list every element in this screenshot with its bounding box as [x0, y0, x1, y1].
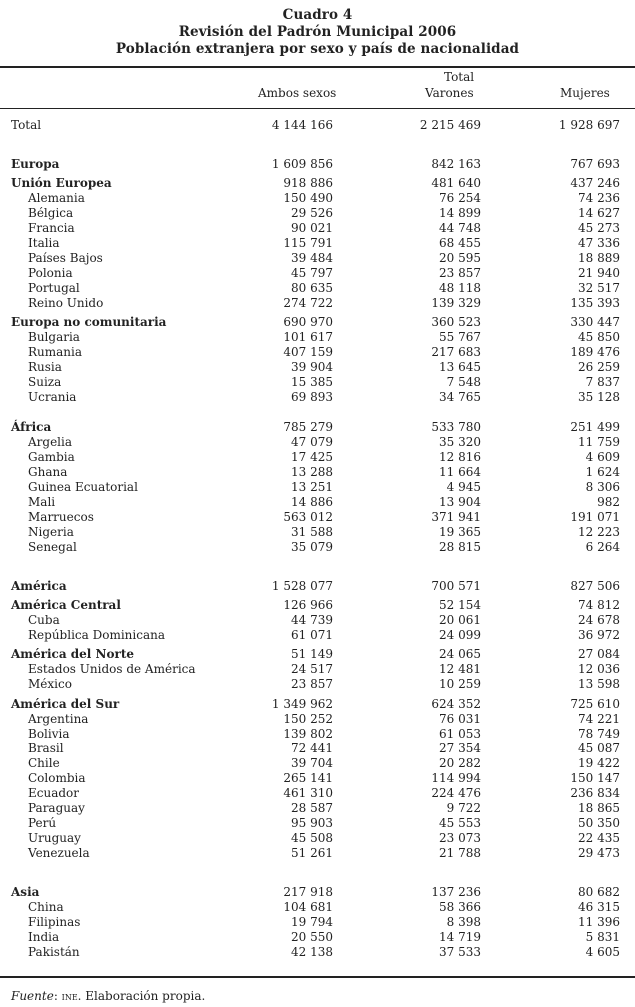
table-row [0, 465, 635, 480]
cell-varones: 14 899 [439, 206, 481, 220]
table-row [0, 281, 635, 296]
row-label: América del Sur [11, 697, 120, 711]
table-row [0, 712, 635, 727]
cell-ambos-sexos: 15 385 [291, 375, 333, 389]
cell-mujeres: 24 678 [578, 613, 620, 627]
cell-mujeres: 35 128 [578, 390, 620, 404]
cell-varones: 61 053 [439, 727, 481, 741]
cell-varones: 2 215 469 [419, 118, 481, 132]
row-label: China [28, 900, 64, 914]
row-label: Brasil [28, 741, 64, 755]
header-ambos-sexos: Ambos sexos [258, 86, 337, 100]
row-label: México [28, 677, 72, 691]
cell-mujeres: 12 223 [578, 525, 620, 539]
cell-mujeres: 50 350 [578, 816, 620, 830]
cell-varones: 55 767 [439, 330, 481, 344]
cell-ambos-sexos: 39 484 [291, 251, 333, 265]
cell-mujeres: 27 084 [578, 647, 620, 661]
cell-mujeres: 8 306 [585, 480, 620, 494]
cell-mujeres: 78 749 [578, 727, 620, 741]
cell-mujeres: 26 259 [578, 360, 620, 374]
cell-mujeres: 827 506 [570, 579, 620, 593]
header-group-total: Total [444, 70, 475, 84]
table-titles [0, 7, 635, 58]
cell-mujeres: 191 071 [570, 510, 620, 524]
cell-ambos-sexos: 23 857 [291, 677, 333, 691]
row-label: Suiza [28, 375, 62, 389]
cell-ambos-sexos: 31 588 [291, 525, 333, 539]
table-row [0, 315, 635, 330]
cell-mujeres: 982 [597, 495, 620, 509]
cell-varones: 19 365 [439, 525, 481, 539]
cell-varones: 137 236 [431, 885, 481, 899]
table-row [0, 330, 635, 345]
cell-ambos-sexos: 29 526 [291, 206, 333, 220]
cell-mujeres: 18 889 [578, 251, 620, 265]
table-row [0, 930, 635, 945]
table-row [0, 375, 635, 390]
cell-mujeres: 330 447 [570, 315, 620, 329]
cell-varones: 45 553 [439, 816, 481, 830]
cell-mujeres: 74 812 [578, 598, 620, 612]
cell-mujeres: 22 435 [578, 831, 620, 845]
cell-ambos-sexos: 39 704 [291, 756, 333, 770]
row-label: Polonia [28, 266, 73, 280]
table-row [0, 801, 635, 816]
header-mujeres: Mujeres [560, 86, 610, 100]
row-label: Gambia [28, 450, 75, 464]
cell-varones: 360 523 [431, 315, 481, 329]
row-label: Filipinas [28, 915, 81, 929]
cell-mujeres: 45 273 [578, 221, 620, 235]
row-label: Ecuador [28, 786, 80, 800]
cell-ambos-sexos: 17 425 [291, 450, 333, 464]
cell-varones: 533 780 [431, 420, 481, 434]
cell-ambos-sexos: 1 609 856 [271, 157, 333, 171]
cell-mujeres: 189 476 [570, 345, 620, 359]
cell-varones: 44 748 [439, 221, 481, 235]
cell-ambos-sexos: 150 490 [283, 191, 333, 205]
table-row [0, 510, 635, 525]
cell-mujeres: 4 609 [585, 450, 620, 464]
row-label: Argentina [28, 712, 89, 726]
source-rest: . Elaboración propia. [77, 989, 206, 1003]
cell-mujeres: 1 928 697 [558, 118, 620, 132]
cell-ambos-sexos: 115 791 [283, 236, 333, 250]
table-row [0, 786, 635, 801]
table-row [0, 945, 635, 960]
source-org: ine [61, 990, 78, 1003]
table-row [0, 390, 635, 405]
table-row [0, 915, 635, 930]
cell-varones: 13 904 [439, 495, 481, 509]
row-label: Senegal [28, 540, 77, 554]
table-row [0, 495, 635, 510]
row-label: Nigeria [28, 525, 74, 539]
cell-varones: 24 065 [439, 647, 481, 661]
table-row [0, 727, 635, 742]
table-row [0, 118, 635, 133]
table-row [0, 525, 635, 540]
cell-mujeres: 14 627 [578, 206, 620, 220]
row-label: Guinea Ecuatorial [28, 480, 138, 494]
cell-ambos-sexos: 14 886 [291, 495, 333, 509]
cell-varones: 23 073 [439, 831, 481, 845]
cell-varones: 481 640 [431, 176, 481, 190]
table-row [0, 157, 635, 172]
cell-varones: 842 163 [431, 157, 481, 171]
cell-ambos-sexos: 39 904 [291, 360, 333, 374]
row-label: Chile [28, 756, 60, 770]
row-label: Pakistán [28, 945, 80, 959]
cell-varones: 4 945 [446, 480, 481, 494]
cell-varones: 21 788 [439, 846, 481, 860]
table-row [0, 831, 635, 846]
row-label: Paraguay [28, 801, 85, 815]
cell-varones: 139 329 [431, 296, 481, 310]
cell-ambos-sexos: 265 141 [283, 771, 333, 785]
cell-ambos-sexos: 101 617 [283, 330, 333, 344]
cell-varones: 624 352 [431, 697, 481, 711]
row-label: Rumania [28, 345, 83, 359]
row-label: Bélgica [28, 206, 74, 220]
table-row [0, 251, 635, 266]
row-label: Marruecos [28, 510, 94, 524]
cell-varones: 371 941 [431, 510, 481, 524]
cell-ambos-sexos: 918 886 [283, 176, 333, 190]
row-label: Alemania [28, 191, 85, 205]
cell-varones: 27 354 [439, 741, 481, 755]
cell-mujeres: 437 246 [570, 176, 620, 190]
row-label: Perú [28, 816, 57, 830]
table-row [0, 206, 635, 221]
cell-varones: 11 664 [439, 465, 481, 479]
table-row [0, 296, 635, 311]
table-row [0, 236, 635, 251]
cell-mujeres: 45 087 [578, 741, 620, 755]
row-label: Estados Unidos de América [28, 662, 196, 676]
cell-ambos-sexos: 90 021 [291, 221, 333, 235]
source-separator: : [53, 989, 62, 1003]
row-label: Unión Europea [11, 176, 112, 190]
cell-ambos-sexos: 150 252 [283, 712, 333, 726]
cell-varones: 24 099 [439, 628, 481, 642]
cell-mujeres: 150 147 [570, 771, 620, 785]
header-varones: Varones [425, 86, 474, 100]
row-label: Uruguay [28, 831, 81, 845]
header-rule [0, 108, 635, 109]
row-label: América Central [11, 598, 121, 612]
cell-ambos-sexos: 1 528 077 [271, 579, 333, 593]
cell-mujeres: 7 837 [585, 375, 620, 389]
cell-varones: 76 031 [439, 712, 481, 726]
cell-ambos-sexos: 95 903 [291, 816, 333, 830]
cell-ambos-sexos: 4 144 166 [271, 118, 333, 132]
cell-ambos-sexos: 80 635 [291, 281, 333, 295]
cell-ambos-sexos: 19 794 [291, 915, 333, 929]
cell-ambos-sexos: 72 441 [291, 741, 333, 755]
cell-mujeres: 74 236 [578, 191, 620, 205]
cell-mujeres: 236 834 [570, 786, 620, 800]
cell-varones: 48 118 [439, 281, 481, 295]
cell-varones: 8 398 [446, 915, 481, 929]
cell-mujeres: 11 396 [578, 915, 620, 929]
table-row [0, 816, 635, 831]
cell-varones: 68 455 [439, 236, 481, 250]
table-row [0, 598, 635, 613]
cell-mujeres: 767 693 [570, 157, 620, 171]
cell-mujeres: 47 336 [578, 236, 620, 250]
row-label: Europa no comunitaria [11, 315, 167, 329]
cell-varones: 20 061 [439, 613, 481, 627]
row-label: América [11, 579, 67, 593]
row-label: Argelia [28, 435, 73, 449]
cell-ambos-sexos: 563 012 [283, 510, 333, 524]
row-label: Venezuela [28, 846, 90, 860]
cell-varones: 114 994 [431, 771, 481, 785]
row-label: República Dominicana [28, 628, 165, 642]
table-row [0, 450, 635, 465]
row-label: Cuba [28, 613, 60, 627]
table-row [0, 435, 635, 450]
cell-ambos-sexos: 51 261 [291, 846, 333, 860]
cell-varones: 20 595 [439, 251, 481, 265]
source-label: Fuente [11, 989, 54, 1003]
table-row [0, 677, 635, 692]
cell-ambos-sexos: 44 739 [291, 613, 333, 627]
cell-ambos-sexos: 28 587 [291, 801, 333, 815]
cell-mujeres: 74 221 [578, 712, 620, 726]
cell-mujeres: 46 315 [578, 900, 620, 914]
table-row [0, 846, 635, 861]
cell-varones: 23 857 [439, 266, 481, 280]
cell-varones: 9 722 [446, 801, 481, 815]
cell-ambos-sexos: 690 970 [283, 315, 333, 329]
table-row [0, 741, 635, 756]
cell-varones: 35 320 [439, 435, 481, 449]
cell-mujeres: 1 624 [585, 465, 620, 479]
cell-varones: 12 816 [439, 450, 481, 464]
cell-mujeres: 29 473 [578, 846, 620, 860]
cell-mujeres: 12 036 [578, 662, 620, 676]
cell-ambos-sexos: 461 310 [283, 786, 333, 800]
table-row [0, 266, 635, 281]
row-label: Portugal [28, 281, 80, 295]
cell-varones: 20 282 [439, 756, 481, 770]
cell-varones: 28 815 [439, 540, 481, 554]
table-row [0, 885, 635, 900]
cell-varones: 37 533 [439, 945, 481, 959]
cell-varones: 52 154 [439, 598, 481, 612]
cell-mujeres: 725 610 [570, 697, 620, 711]
table-subtitle: Población extranjera por sexo y país de nacionalidad [115, 41, 520, 57]
table-title: Revisión del Padrón Municipal 2006 [178, 24, 457, 40]
row-label: Bulgaria [28, 330, 80, 344]
cell-ambos-sexos: 785 279 [283, 420, 333, 434]
cell-ambos-sexos: 51 149 [291, 647, 333, 661]
row-label: Rusia [28, 360, 62, 374]
cell-mujeres: 251 499 [570, 420, 620, 434]
table-row [0, 662, 635, 677]
table-row [0, 345, 635, 360]
cell-ambos-sexos: 274 722 [283, 296, 333, 310]
row-label: Italia [28, 236, 60, 250]
table-row [0, 628, 635, 643]
row-label: Países Bajos [28, 251, 103, 265]
cell-varones: 217 683 [431, 345, 481, 359]
cell-ambos-sexos: 69 893 [291, 390, 333, 404]
row-label: Total [11, 118, 42, 132]
row-label: Ucrania [28, 390, 77, 404]
cell-mujeres: 18 865 [578, 801, 620, 815]
cell-ambos-sexos: 20 550 [291, 930, 333, 944]
cell-ambos-sexos: 24 517 [291, 662, 333, 676]
row-label: África [11, 420, 52, 434]
cell-ambos-sexos: 45 797 [291, 266, 333, 280]
cell-ambos-sexos: 42 138 [291, 945, 333, 959]
cell-ambos-sexos: 45 508 [291, 831, 333, 845]
cell-ambos-sexos: 139 802 [283, 727, 333, 741]
row-label: Ghana [28, 465, 68, 479]
row-label: Asia [11, 885, 40, 899]
cell-mujeres: 13 598 [578, 677, 620, 691]
table-row [0, 221, 635, 236]
cell-ambos-sexos: 47 079 [291, 435, 333, 449]
bottom-rule [0, 976, 635, 978]
cell-ambos-sexos: 1 349 962 [271, 697, 333, 711]
cell-mujeres: 4 605 [585, 945, 620, 959]
cell-ambos-sexos: 407 159 [283, 345, 333, 359]
top-rule [0, 66, 635, 68]
table-row [0, 697, 635, 712]
table-row [0, 771, 635, 786]
row-label: India [28, 930, 60, 944]
table-row [0, 613, 635, 628]
source-note [11, 989, 205, 1004]
cell-ambos-sexos: 217 918 [283, 885, 333, 899]
cell-varones: 224 476 [431, 786, 481, 800]
cell-mujeres: 45 850 [578, 330, 620, 344]
table-row [0, 756, 635, 771]
row-label: Francia [28, 221, 75, 235]
table-row [0, 900, 635, 915]
table-row [0, 540, 635, 555]
cell-mujeres: 80 682 [578, 885, 620, 899]
cell-varones: 7 548 [446, 375, 481, 389]
table-number: Cuadro 4 [282, 7, 353, 23]
cell-ambos-sexos: 104 681 [283, 900, 333, 914]
cell-mujeres: 32 517 [578, 281, 620, 295]
cell-varones: 14 719 [439, 930, 481, 944]
cell-ambos-sexos: 35 079 [291, 540, 333, 554]
table-row [0, 420, 635, 435]
cell-ambos-sexos: 126 966 [283, 598, 333, 612]
table-row [0, 480, 635, 495]
cell-mujeres: 21 940 [578, 266, 620, 280]
table-row [0, 360, 635, 375]
cell-varones: 700 571 [431, 579, 481, 593]
cell-mujeres: 36 972 [578, 628, 620, 642]
row-label: Bolivia [28, 727, 70, 741]
cell-varones: 76 254 [439, 191, 481, 205]
cell-varones: 13 645 [439, 360, 481, 374]
cell-ambos-sexos: 61 071 [291, 628, 333, 642]
table-row [0, 647, 635, 662]
cell-mujeres: 6 264 [585, 540, 620, 554]
row-label: Mali [28, 495, 56, 509]
cell-varones: 58 366 [439, 900, 481, 914]
table-row [0, 191, 635, 206]
table-row [0, 176, 635, 191]
cell-varones: 34 765 [439, 390, 481, 404]
row-label: América del Norte [11, 647, 135, 661]
row-label: Colombia [28, 771, 86, 785]
cell-mujeres: 11 759 [578, 435, 620, 449]
table-row [0, 579, 635, 594]
cell-ambos-sexos: 13 288 [291, 465, 333, 479]
cell-mujeres: 5 831 [585, 930, 620, 944]
cell-varones: 12 481 [439, 662, 481, 676]
row-label: Europa [11, 157, 60, 171]
cell-mujeres: 19 422 [578, 756, 620, 770]
cell-mujeres: 135 393 [570, 296, 620, 310]
row-label: Reino Unido [28, 296, 104, 310]
cell-ambos-sexos: 13 251 [291, 480, 333, 494]
cell-varones: 10 259 [439, 677, 481, 691]
